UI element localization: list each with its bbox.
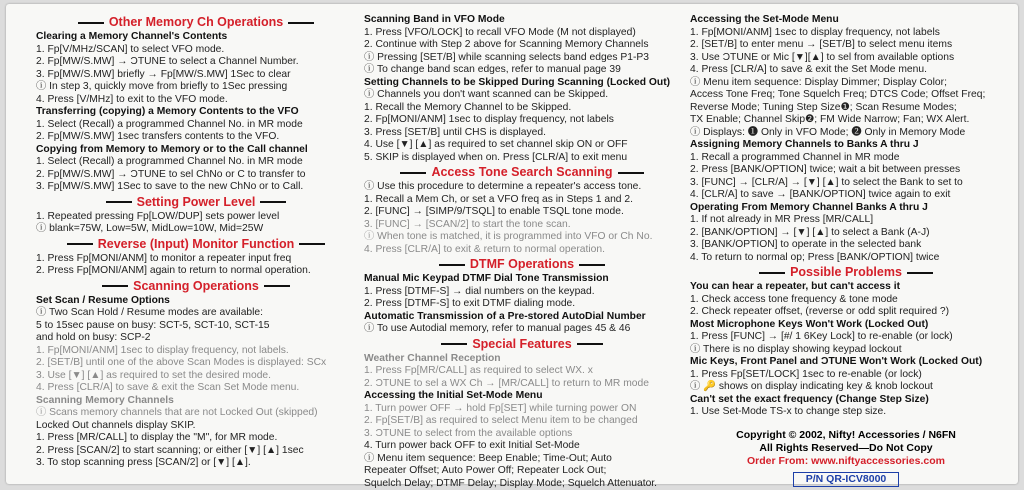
- instruction-line: ⓘ When tone is matched, it is programmed into VFO or Ch No.: [364, 231, 680, 244]
- instruction-line: 3. ƆTUNE to select from the available options: [364, 428, 680, 441]
- instruction-line: 1. Press Fp[SET/LOCK] 1sec to re-enable (or lock): [690, 369, 1002, 382]
- instruction-line: 3. Press [SET/B] until CHS is displayed.: [364, 127, 680, 140]
- rule-right: [577, 343, 603, 345]
- subheading: Scanning Band in VFO Mode: [364, 14, 680, 27]
- subheading: Most Microphone Keys Won't Work (Locked Out): [690, 319, 1002, 332]
- instruction-line: 3. [FUNC] → [CLR/A] → [▼] [▲] to select the Bank to set to: [690, 177, 1002, 190]
- section-heading: [36, 15, 356, 30]
- section-heading-text: Scanning Operations: [133, 279, 259, 293]
- rule-right: [288, 22, 314, 24]
- section-heading-text: Setting Power Level: [137, 195, 256, 209]
- instruction-line: 2. [SET/B] until one of the above Scan Modes is displayed: SCx: [36, 357, 356, 370]
- rule-left: [439, 264, 465, 266]
- instruction-line: ⓘ Menu item sequence: Beep Enable; Time-Out; Auto: [364, 453, 680, 466]
- instruction-line: 1. If not already in MR Press [MR/CALL]: [690, 214, 1002, 227]
- order-line: Order From: www.niftyaccessories.com: [690, 455, 1002, 468]
- instruction-line: 1. Check access tone frequency & tone mode: [690, 294, 1002, 307]
- section-heading-text: Access Tone Search Scanning: [431, 165, 612, 179]
- instruction-line: 2. [SET/B] to enter menu → [SET/B] to select menu items: [690, 39, 1002, 52]
- instruction-line: 4. Press [CLR/A] to exit & return to normal operation.: [364, 244, 680, 257]
- subheading: Setting Channels to be Skipped During Scanning (Locked Out): [364, 77, 680, 90]
- instruction-line: 1. Recall a programmed Channel in MR mode: [690, 152, 1002, 165]
- instruction-line: ⓘ Use this procedure to determine a repeater's access tone.: [364, 181, 680, 194]
- part-number-box: P/N QR-ICV8000: [793, 472, 899, 487]
- instruction-line: 2. Press Fp[MONI/ANM] again to return to normal operation.: [36, 265, 356, 278]
- instruction-line: 4. Press [V/MHz] to exit to the VFO mode.: [36, 94, 356, 107]
- instruction-line: 1. Select (Recall) a programmed Channel No. in MR mode: [36, 119, 356, 132]
- instruction-line: 2. Fp[MW/S.MW] → ƆTUNE to select a Channel Number.: [36, 56, 356, 69]
- instruction-line: 1. Fp[V/MHz/SCAN] to select VFO mode.: [36, 44, 356, 57]
- instruction-line: 4. [CLR/A] to save → [BANK/OPTION] twice again to exit: [690, 189, 1002, 202]
- instruction-line: ⓘ Channels you don't want scanned can be Skipped.: [364, 89, 680, 102]
- rule-right: [264, 285, 290, 287]
- instruction-line: 2. Press [BANK/OPTION] twice; wait a bit between presses: [690, 164, 1002, 177]
- column-left: [36, 14, 356, 480]
- instruction-line: Squelch Delay; DTMF Delay; Display Mode; Squelch Attenuator.: [364, 478, 680, 490]
- section-heading: [36, 195, 356, 210]
- subheading: Automatic Transmission of a Pre-stored AutoDial Number: [364, 311, 680, 324]
- instruction-line: 3. Fp[MW/S.MW] 1Sec to save to the new ChNo or to Call.: [36, 181, 356, 194]
- subheading: Weather Channel Reception: [364, 353, 680, 366]
- rule-left: [400, 172, 426, 174]
- instruction-line: 3. Fp[MW/S.MW] briefly → Fp[MW/S.MW] 1Sec to clear: [36, 69, 356, 82]
- rule-right: [579, 264, 605, 266]
- instruction-line: 1. Press [MR/CALL] to display the "M", for MR mode.: [36, 432, 356, 445]
- section-heading: [36, 279, 356, 294]
- rule-left: [759, 272, 785, 274]
- instruction-line: 3. To stop scanning press [SCAN/2] or [▼] [▲].: [36, 457, 356, 470]
- instruction-line: ⓘ Displays: ❶ Only in VFO Mode; ❷ Only in Memory Mode: [690, 127, 1002, 140]
- instruction-line: Reverse Mode; Tuning Step Size❶; Scan Resume Modes;: [690, 102, 1002, 115]
- subheading: Assigning Memory Channels to Banks A thru J: [690, 139, 1002, 152]
- section-heading-text: Other Memory Ch Operations: [109, 15, 283, 29]
- rule-right: [907, 272, 933, 274]
- instruction-line: ⓘ Pressing [SET/B] while scanning selects band edges P1-P3: [364, 52, 680, 65]
- instruction-line: 1. Fp[MONI/ANM] 1sec to display frequency, not labels: [690, 27, 1002, 40]
- rule-left: [441, 343, 467, 345]
- rule-left: [67, 243, 93, 245]
- instruction-line: ⓘ To change band scan edges, refer to manual page 39: [364, 64, 680, 77]
- instruction-line: Access Tone Freq; Tone Squelch Freq; DTCS Code; Offset Freq;: [690, 89, 1002, 102]
- instruction-line: 1. Fp[MONI/ANM] 1sec to display frequency, not labels.: [36, 345, 356, 358]
- subheading: Set Scan / Resume Options: [36, 295, 356, 308]
- section-heading: [36, 237, 356, 252]
- column-right: [690, 14, 1002, 480]
- instruction-line: 1. Use Set-Mode TS-x to change step size.: [690, 406, 1002, 419]
- instruction-line: TX Enable; Channel Skip❷; FM Wide Narrow; Fan; WX Alert.: [690, 114, 1002, 127]
- instruction-line: ⓘ blank=75W, Low=5W, MidLow=10W, Mid=25W: [36, 223, 356, 236]
- instruction-line: 4. To return to normal op; Press [BANK/OPTION] twice: [690, 252, 1002, 265]
- instruction-line: ⓘ To use Autodial memory, refer to manual pages 45 & 46: [364, 323, 680, 336]
- instruction-line: 2. Fp[MW/S.MW] 1sec transfers contents to the VFO.: [36, 131, 356, 144]
- subheading: Copying from Memory to Memory or to the Call channel: [36, 144, 356, 157]
- instruction-line: ⓘ There is no display showing keypad lockout: [690, 344, 1002, 357]
- instruction-line: ⓘ Scans memory channels that are not Locked Out (skipped): [36, 407, 356, 420]
- instruction-line: Locked Out channels display SKIP.: [36, 420, 356, 433]
- instruction-line: 4. Use [▼] [▲] as required to set channel skip ON or OFF: [364, 139, 680, 152]
- instruction-line: and hold on busy: SCP-2: [36, 332, 356, 345]
- subheading: Mic Keys, Front Panel and ƆTUNE Won't Work (Locked Out): [690, 356, 1002, 369]
- section-heading-text: Possible Problems: [790, 265, 902, 279]
- rule-right: [299, 243, 325, 245]
- rule-right: [618, 172, 644, 174]
- instruction-line: 4. Press [CLR/A] to save & exit the Set Mode menu.: [690, 64, 1002, 77]
- copyright-line: Copyright © 2002, Nifty! Accessories / N6FN: [690, 429, 1002, 442]
- reference-card: [6, 4, 1018, 484]
- section-heading-text: DTMF Operations: [470, 257, 574, 271]
- rule-left: [102, 285, 128, 287]
- instruction-line: 1. Recall a Mem Ch, or set a VFO freq as in Steps 1 and 2.: [364, 194, 680, 207]
- instruction-line: 1. Press [FUNC] → [#/ 1 6Key Lock] to re-enable (or lock): [690, 331, 1002, 344]
- column-right-body: [690, 14, 1002, 419]
- instruction-line: 3. Use ƆTUNE or Mic [▼][▲] to sel from available options: [690, 52, 1002, 65]
- instruction-line: 3. [BANK/OPTION] to operate in the selected bank: [690, 239, 1002, 252]
- subheading: Accessing the Set-Mode Menu: [690, 14, 1002, 27]
- instruction-line: 2. Fp[SET/B] as required to select Menu item to be changed: [364, 415, 680, 428]
- instruction-line: 1. Press [DTMF-S] → dial numbers on the keypad.: [364, 286, 680, 299]
- section-heading-text: Reverse (Input) Monitor Function: [98, 237, 295, 251]
- section-heading: [690, 265, 1002, 280]
- instruction-line: 2. Fp[MW/S.MW] → ƆTUNE to sel ChNo or C to transfer to: [36, 169, 356, 182]
- instruction-line: 3. [FUNC] → [SCAN/2] to start the tone scan.: [364, 219, 680, 232]
- rule-right: [260, 201, 286, 203]
- instruction-line: 1. Turn power OFF → hold Fp[SET] while turning power ON: [364, 403, 680, 416]
- instruction-line: 1. Press [VFO/LOCK] to recall VFO Mode (M not displayed): [364, 27, 680, 40]
- instruction-line: 5 to 15sec pause on busy: SCT-5, SCT-10, SCT-15: [36, 320, 356, 333]
- instruction-line: 1. Recall the Memory Channel to be Skipped.: [364, 102, 680, 115]
- column-middle: [364, 14, 680, 480]
- instruction-line: ⓘ Two Scan Hold / Resume modes are available:: [36, 307, 356, 320]
- instruction-line: 4. Turn power back OFF to exit Initial Set-Mode: [364, 440, 680, 453]
- rights-line: All Rights Reserved—Do Not Copy: [690, 442, 1002, 455]
- subheading: Can't set the exact frequency (Change Step Size): [690, 394, 1002, 407]
- instruction-line: 5. SKIP is displayed when on. Press [CLR/A] to exit menu: [364, 152, 680, 165]
- subheading: Scanning Memory Channels: [36, 395, 356, 408]
- instruction-line: 2. [BANK/OPTION] → [▼] [▲] to select a Bank (A-J): [690, 227, 1002, 240]
- subheading: Manual Mic Keypad DTMF Dial Tone Transmission: [364, 273, 680, 286]
- instruction-line: 4. Press [CLR/A] to save & exit the Scan Set Mode menu.: [36, 382, 356, 395]
- section-heading: [364, 257, 680, 272]
- instruction-line: ⓘ Menu item sequence: Display Dimmer; Display Color;: [690, 77, 1002, 90]
- instruction-line: 1. Select (Recall) a programmed Channel No. in MR mode: [36, 156, 356, 169]
- subheading: Accessing the Initial Set-Mode Menu: [364, 390, 680, 403]
- instruction-line: 2. Check repeater offset, (reverse or odd split required ?): [690, 306, 1002, 319]
- instruction-line: 2. [FUNC] → [SIMP/9/TSQL] to enable TSQL tone mode.: [364, 206, 680, 219]
- instruction-line: ⓘ 🔑 shows on display indicating key & knob lockout: [690, 381, 1002, 394]
- instruction-line: 2. ƆTUNE to sel a WX Ch → [MR/CALL] to return to MR mode: [364, 378, 680, 391]
- instruction-line: ⓘ In step 3, quickly move from briefly to 1Sec pressing: [36, 81, 356, 94]
- subheading: Clearing a Memory Channel's Contents: [36, 31, 356, 44]
- instruction-line: 1. Press Fp[MR/CALL] as required to select WX. x: [364, 365, 680, 378]
- section-heading: [364, 165, 680, 180]
- instruction-line: 2. Press [DTMF-S] to exit DTMF dialing mode.: [364, 298, 680, 311]
- subheading: Operating From Memory Channel Banks A thru J: [690, 202, 1002, 215]
- subheading: You can hear a repeater, but can't access it: [690, 281, 1002, 294]
- instruction-line: 2. Press [SCAN/2] to start scanning; or either [▼] [▲] 1sec: [36, 445, 356, 458]
- section-heading-text: Special Features: [472, 337, 571, 351]
- instruction-line: 2. Continue with Step 2 above for Scanning Memory Channels: [364, 39, 680, 52]
- instruction-line: Repeater Offset; Auto Power Off; Repeater Lock Out;: [364, 465, 680, 478]
- subheading: Transferring (copying) a Memory Contents to the VFO: [36, 106, 356, 119]
- rule-left: [106, 201, 132, 203]
- instruction-line: 1. Repeated pressing Fp[LOW/DUP] sets power level: [36, 211, 356, 224]
- instruction-line: 3. Use [▼] [▲] as required to set the desired mode.: [36, 370, 356, 383]
- section-heading: [364, 337, 680, 352]
- instruction-line: 2. Fp[MONI/ANM] 1sec to display frequency, not labels: [364, 114, 680, 127]
- rule-left: [78, 22, 104, 24]
- instruction-line: 1. Press Fp[MONI/ANM] to monitor a repeater input freq: [36, 253, 356, 266]
